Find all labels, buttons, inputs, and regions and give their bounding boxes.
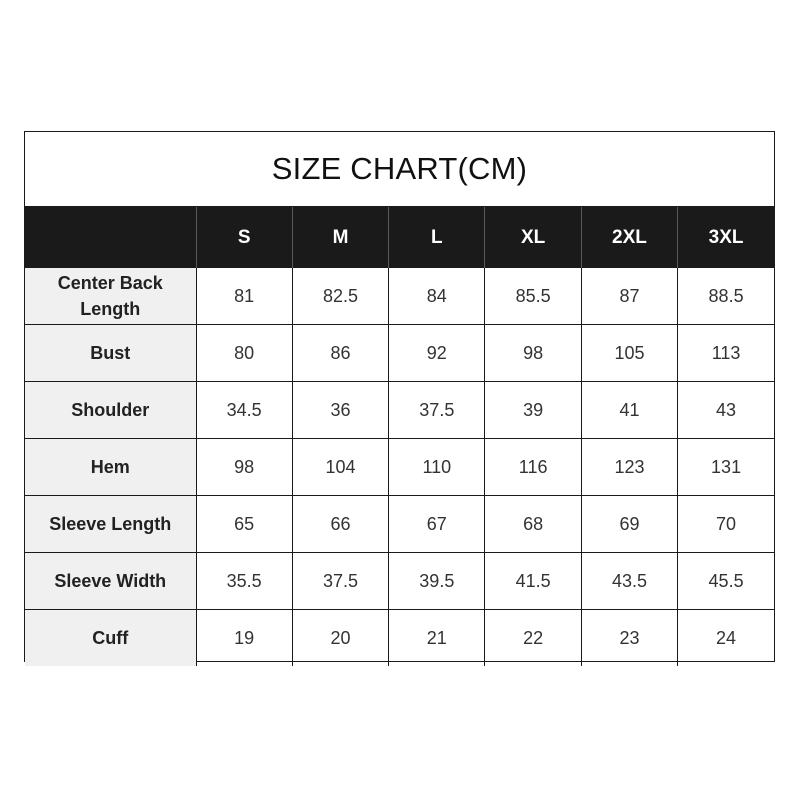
table-cell: 82.5 bbox=[292, 268, 388, 325]
table-cell: 20 bbox=[292, 610, 388, 667]
table-cell: 21 bbox=[389, 610, 485, 667]
size-header: L bbox=[389, 207, 485, 268]
table-cell: 67 bbox=[389, 496, 485, 553]
size-header-row bbox=[25, 207, 774, 268]
table-cell: 43 bbox=[678, 382, 774, 439]
chart-title: SIZE CHART(CM) bbox=[25, 132, 774, 207]
size-header: M bbox=[292, 207, 388, 268]
table-cell: 66 bbox=[292, 496, 388, 553]
size-header: 3XL bbox=[678, 207, 774, 268]
header-blank-cell bbox=[25, 207, 196, 268]
table-row bbox=[25, 439, 774, 496]
table-cell: 105 bbox=[581, 325, 677, 382]
table-cell: 88.5 bbox=[708, 285, 744, 306]
table-cell: 23 bbox=[581, 610, 677, 667]
table-cell: 19 bbox=[196, 610, 292, 667]
row-label: Center Back Length bbox=[25, 268, 196, 325]
table-cell: 65 bbox=[196, 496, 292, 553]
row-label: Shoulder bbox=[25, 382, 196, 439]
table-cell: 113 bbox=[678, 325, 774, 382]
table-cell: 123 bbox=[581, 439, 677, 496]
table-cell: 98 bbox=[485, 325, 581, 382]
table-cell: 98 bbox=[196, 439, 292, 496]
table-cell: 92 bbox=[389, 325, 485, 382]
table-cell: 34.5 bbox=[196, 382, 292, 439]
table-cell: 43.5 bbox=[581, 553, 677, 610]
table-cell: 37.5 bbox=[389, 382, 485, 439]
table-cell: 39 bbox=[485, 382, 581, 439]
table-row bbox=[25, 553, 774, 610]
table-cell: 68 bbox=[485, 496, 581, 553]
size-header: S bbox=[196, 207, 292, 268]
table-cell: 69 bbox=[581, 496, 677, 553]
size-table bbox=[25, 207, 774, 666]
table-cell: 37.5 bbox=[292, 553, 388, 610]
table-row bbox=[25, 268, 774, 325]
row-label: Hem bbox=[25, 439, 196, 496]
table-cell: 80 bbox=[196, 325, 292, 382]
table-cell: 81 bbox=[196, 268, 292, 325]
row-label: Cuff bbox=[25, 610, 196, 667]
table-row bbox=[25, 610, 774, 667]
table-cell: 36 bbox=[292, 382, 388, 439]
table-cell: 35.5 bbox=[196, 553, 292, 610]
table-cell: 131 bbox=[678, 439, 774, 496]
table-cell: 87 bbox=[581, 268, 677, 325]
row-label: Bust bbox=[25, 325, 196, 382]
table-cell: 41 bbox=[581, 382, 677, 439]
table-cell: 39.5 bbox=[389, 553, 485, 610]
table-cell: 85.5 bbox=[485, 268, 581, 325]
row-label: Sleeve Width bbox=[25, 553, 196, 610]
table-cell: 104 bbox=[292, 439, 388, 496]
table-cell: 70 bbox=[678, 496, 774, 553]
table-cell: 45.5 bbox=[678, 553, 774, 610]
size-header: 2XL bbox=[581, 207, 677, 268]
table-cell: 86 bbox=[292, 325, 388, 382]
table-row bbox=[25, 325, 774, 382]
size-chart bbox=[24, 131, 775, 662]
size-header: XL bbox=[485, 207, 581, 268]
table-cell: 41.5 bbox=[485, 553, 581, 610]
table-cell: 22 bbox=[485, 610, 581, 667]
table-cell: 116 bbox=[485, 439, 581, 496]
table-cell: 24 bbox=[678, 610, 774, 667]
table-row bbox=[25, 496, 774, 553]
table-row bbox=[25, 382, 774, 439]
table-cell: 84 bbox=[389, 268, 485, 325]
row-label: Sleeve Length bbox=[25, 496, 196, 553]
table-cell: 110 bbox=[389, 439, 485, 496]
